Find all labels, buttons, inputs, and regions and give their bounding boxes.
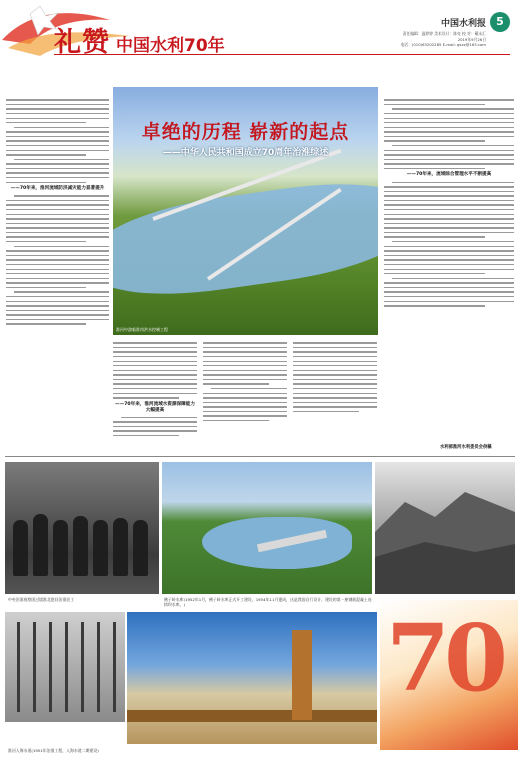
article-column-center-1 <box>113 339 197 454</box>
section-rule <box>5 456 515 457</box>
photo-caption-4: 淮河入海水道(1951年治淮工程，入海水道二期建设) <box>8 748 99 753</box>
section-heading-1: ——70年来，淮河流域防洪减灾能力显著提升 <box>10 186 105 192</box>
historic-photo-workers <box>5 462 159 594</box>
hero-photo <box>113 87 378 335</box>
page-title: 礼赞 中国水利70年 <box>54 27 225 58</box>
masthead-rule <box>54 54 510 55</box>
anniversary-70-graphic <box>380 600 518 750</box>
section-heading-3: ——70年来，流域综合管理水平不断提高 <box>406 172 492 178</box>
article-column-right <box>384 96 514 441</box>
masthead-meta: 责任编辑：温婷婷 美术设计：陈亮 校 对：戴永汇 2019年9月26日 电话：(010)63202285 E-mail: gsxz@163.com <box>400 31 486 48</box>
masthead <box>0 0 520 64</box>
hero-headline: 卓绝的历程 崭新的起点 <box>141 121 350 143</box>
hero-caption: 淮河中游临淮岗洪水控制工程 <box>116 327 168 332</box>
article-column-center-3 <box>293 339 377 454</box>
paper-name: 中国水利报 <box>440 19 486 29</box>
sluice-gate-photo <box>127 612 377 744</box>
anniversary-number: 70 <box>386 604 503 712</box>
page-number-badge: 5 <box>490 12 510 32</box>
reservoir-photo <box>162 462 372 594</box>
byline: 水利部淮河水利委员会供稿 <box>440 445 492 450</box>
article-column-left <box>6 96 109 441</box>
section-heading-2: ——70年来，淮河流域水资源保障能力大幅提高 <box>115 401 195 413</box>
photo-caption-2: 佛子岭水库(1952年1月，佛子岭水库正式开工建设，1954年11月建成，这是我国自行设计、建设的第一座钢筋混凝土连拱坝水库。) <box>164 597 372 607</box>
photo-caption-1: 中央治淮视察团过境淮北慰问治淮民工 <box>8 597 75 602</box>
hero-subheadline: ——中华人民共和国成立70周年治淮综述 <box>162 148 329 158</box>
historic-photo-construction <box>375 462 515 594</box>
historic-photo-scaffold <box>5 612 125 722</box>
article-column-center-2 <box>203 339 287 454</box>
